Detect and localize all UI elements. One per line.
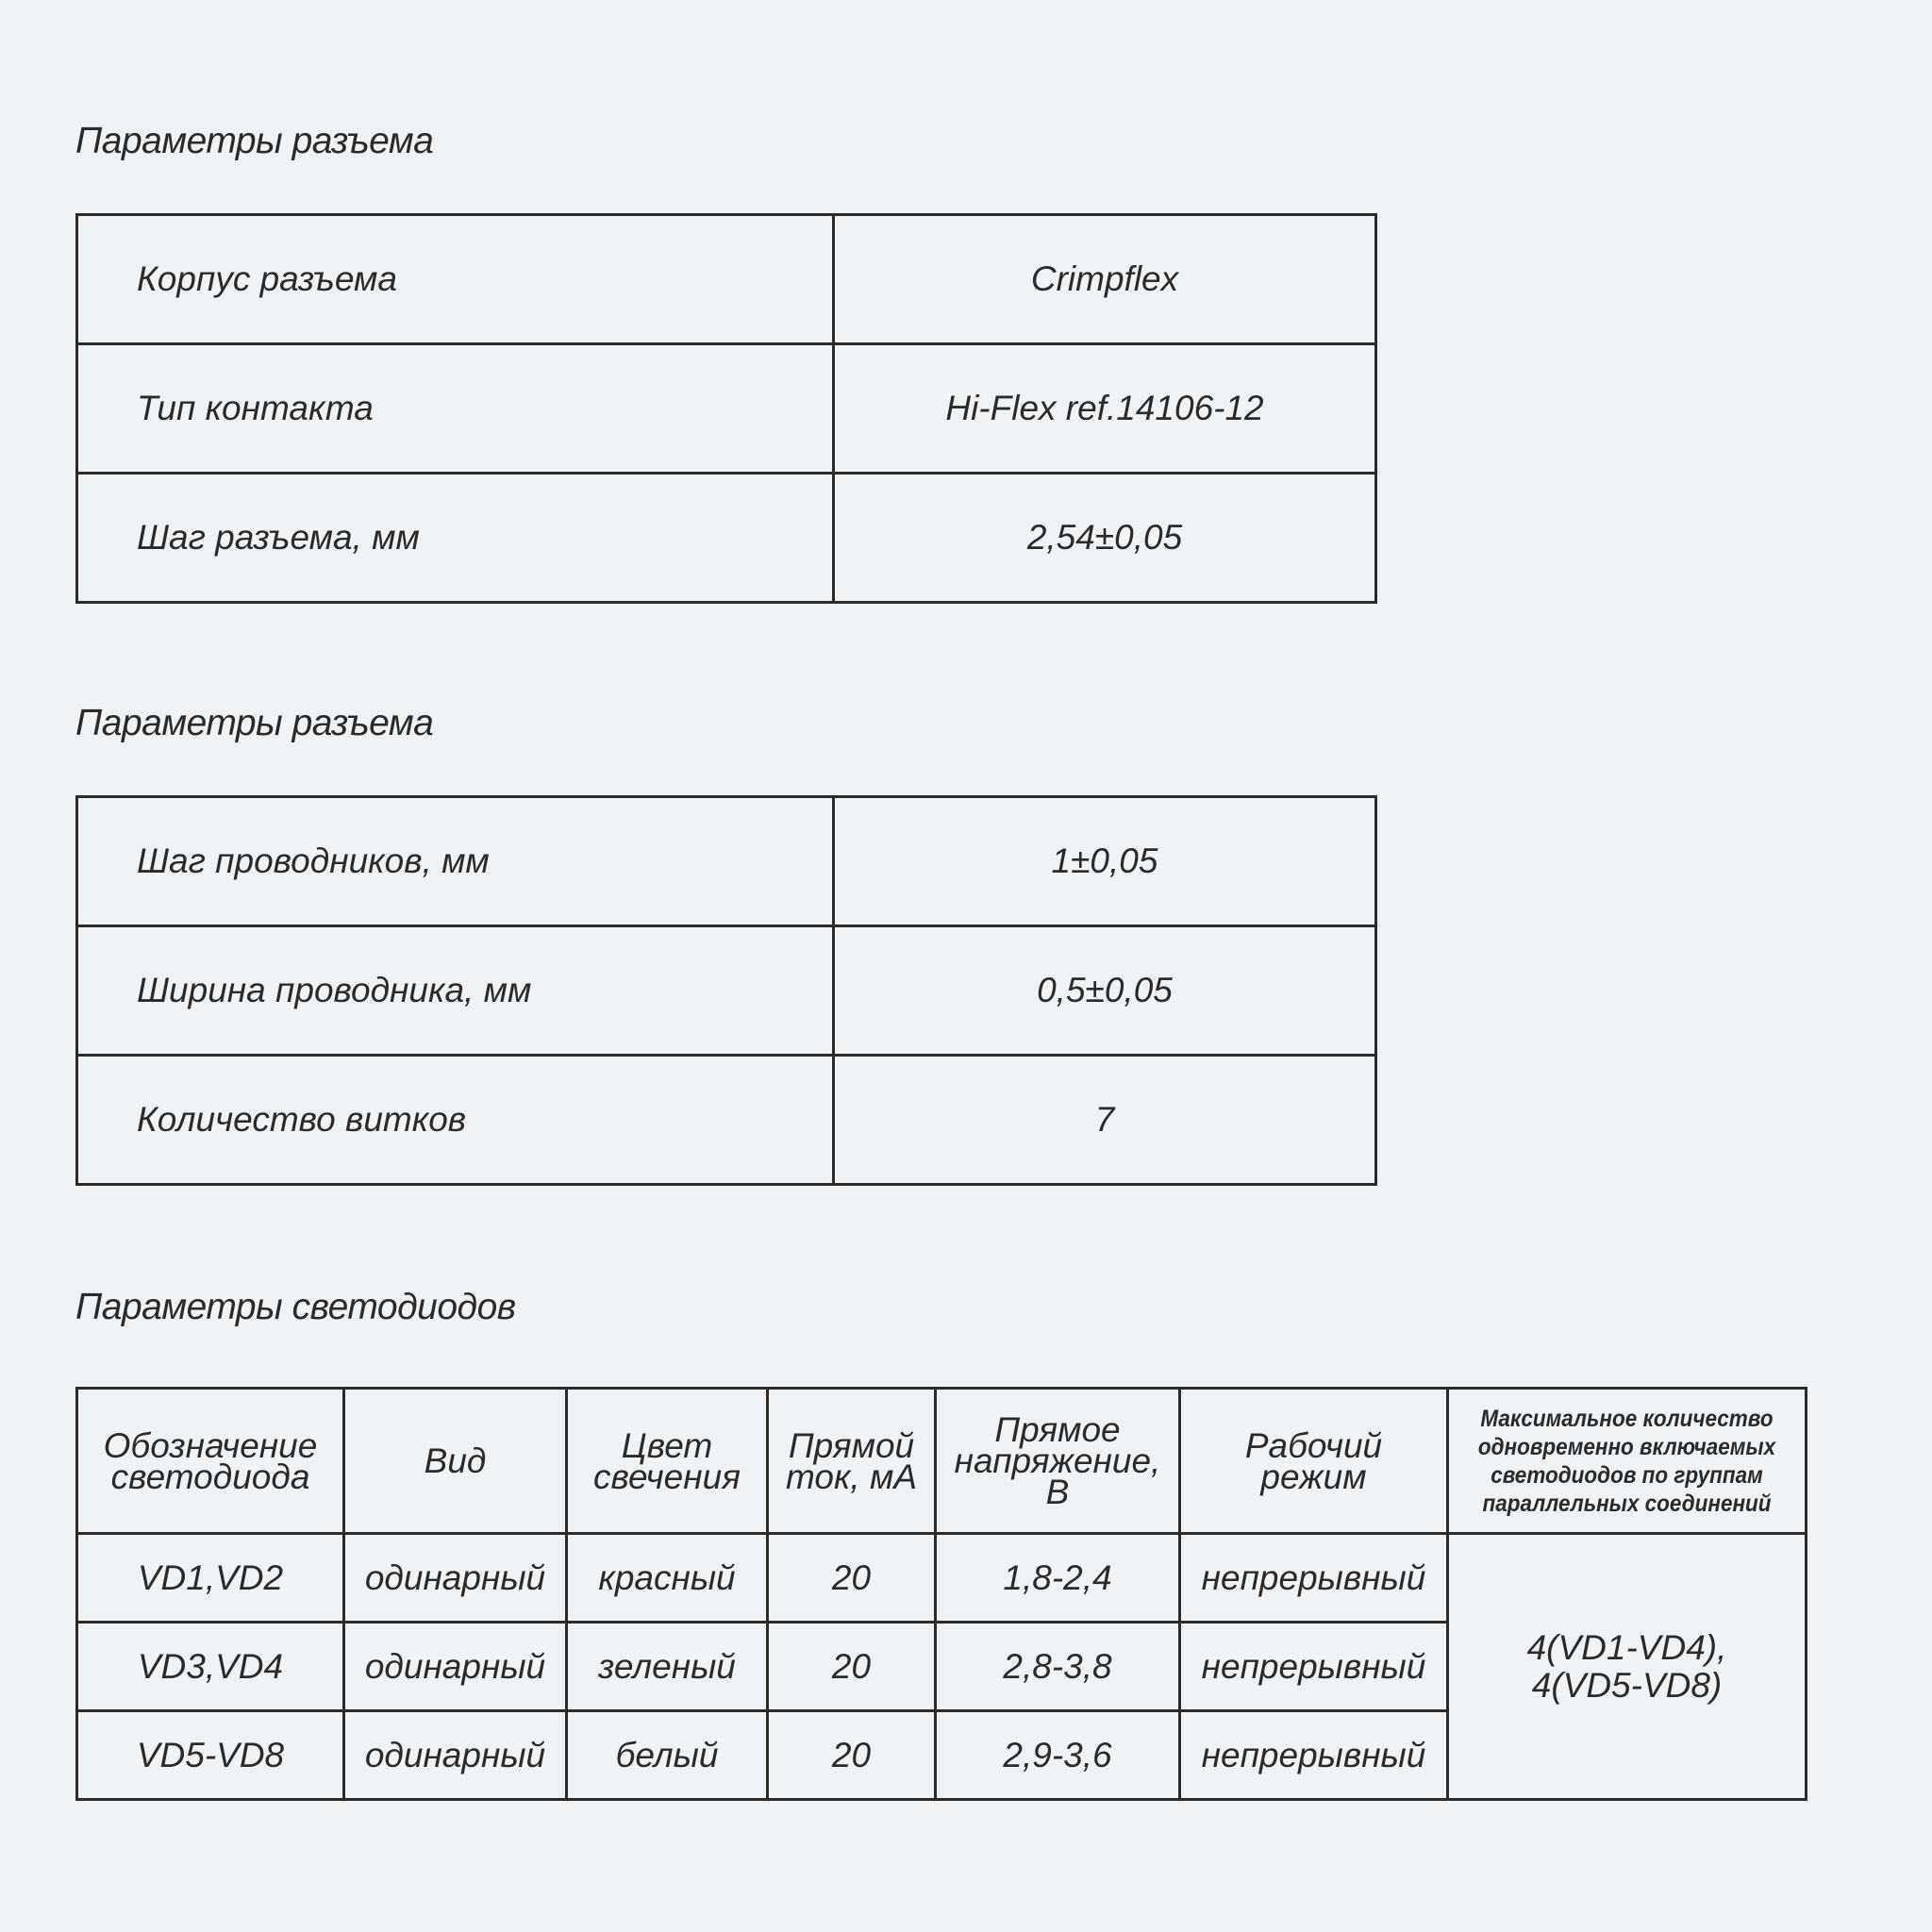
param-label: Шаг разъема, мм bbox=[77, 474, 834, 603]
param-value: 2,54±0,05 bbox=[834, 474, 1376, 603]
cell-current: 20 bbox=[768, 1534, 936, 1623]
cell-type: одинарный bbox=[344, 1534, 567, 1623]
cell-mode: непрерывный bbox=[1180, 1711, 1448, 1800]
header-row bbox=[77, 1389, 1807, 1534]
table-row bbox=[77, 1056, 1376, 1185]
conductor-params-title: Параметры разъема bbox=[75, 703, 434, 743]
table-row bbox=[77, 797, 1376, 926]
header-voltage: Прямое напряжение, В bbox=[936, 1389, 1180, 1534]
connector-params-table bbox=[75, 213, 1377, 604]
led-params-table bbox=[75, 1387, 1807, 1801]
param-value: 1±0,05 bbox=[834, 797, 1376, 926]
cell-designation: VD5-VD8 bbox=[77, 1711, 344, 1800]
conductor-params-table bbox=[75, 795, 1377, 1186]
led-params-title: Параметры светодиодов bbox=[75, 1287, 516, 1327]
param-label: Шаг проводников, мм bbox=[77, 797, 834, 926]
table-row bbox=[77, 215, 1376, 344]
cell-type: одинарный bbox=[344, 1711, 567, 1800]
cell-designation: VD1,VD2 bbox=[77, 1534, 344, 1623]
cell-voltage: 2,8-3,8 bbox=[936, 1623, 1180, 1711]
header-max-count: Максимальное количество одновременно включаемых светодиодов по группам параллельных соединений bbox=[1448, 1389, 1807, 1534]
param-label: Ширина проводника, мм bbox=[77, 926, 834, 1056]
cell-mode: непрерывный bbox=[1180, 1534, 1448, 1623]
cell-mode: непрерывный bbox=[1180, 1623, 1448, 1711]
param-label: Количество витков bbox=[77, 1056, 834, 1185]
param-label: Тип контакта bbox=[77, 344, 834, 474]
table-row bbox=[77, 344, 1376, 474]
table-row bbox=[77, 1534, 1807, 1623]
param-value: 0,5±0,05 bbox=[834, 926, 1376, 1056]
cell-max-count: 4(VD1-VD4), 4(VD5-VD8) bbox=[1448, 1534, 1807, 1800]
header-type: Вид bbox=[344, 1389, 567, 1534]
header-color: Цвет свечения bbox=[567, 1389, 768, 1534]
cell-voltage: 1,8-2,4 bbox=[936, 1534, 1180, 1623]
cell-current: 20 bbox=[768, 1711, 936, 1800]
header-mode: Рабочий режим bbox=[1180, 1389, 1448, 1534]
param-label: Корпус разъема bbox=[77, 215, 834, 344]
cell-color: красный bbox=[567, 1534, 768, 1623]
param-value: 7 bbox=[834, 1056, 1376, 1185]
cell-color: белый bbox=[567, 1711, 768, 1800]
cell-designation: VD3,VD4 bbox=[77, 1623, 344, 1711]
connector-params-title: Параметры разъема bbox=[75, 121, 434, 161]
cell-type: одинарный bbox=[344, 1623, 567, 1711]
header-designation: Обозначение светодиода bbox=[77, 1389, 344, 1534]
cell-voltage: 2,9-3,6 bbox=[936, 1711, 1180, 1800]
cell-color: зеленый bbox=[567, 1623, 768, 1711]
header-current: Прямой ток, мА bbox=[768, 1389, 936, 1534]
param-value: Crimpflex bbox=[834, 215, 1376, 344]
table-row bbox=[77, 474, 1376, 603]
table-row bbox=[77, 926, 1376, 1056]
param-value: Hi-Flex ref.14106-12 bbox=[834, 344, 1376, 474]
cell-current: 20 bbox=[768, 1623, 936, 1711]
